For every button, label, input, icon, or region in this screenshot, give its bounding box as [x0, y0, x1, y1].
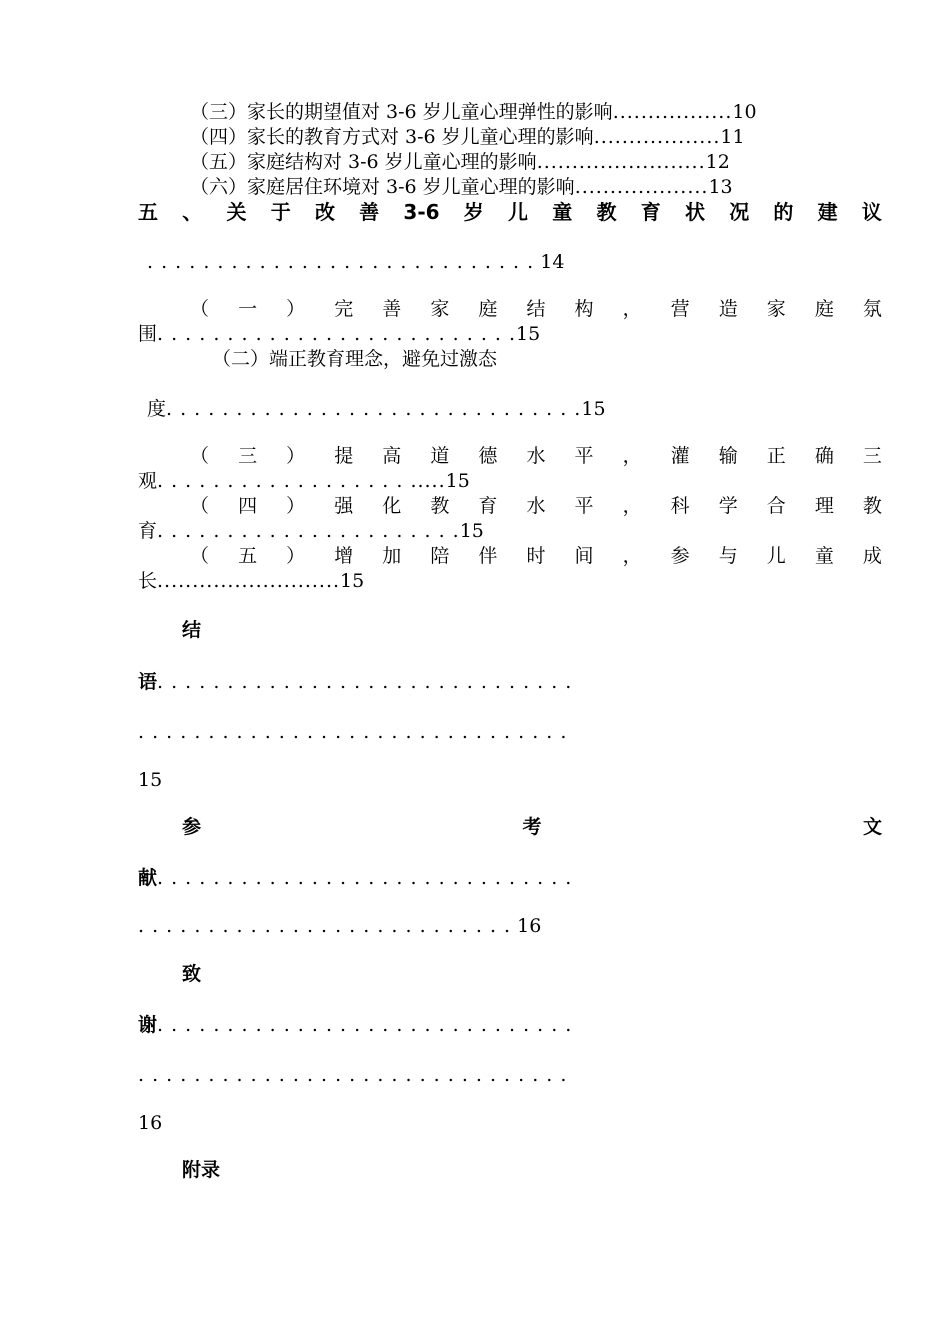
toc-entry-text: （三）家长的期望值对 3-6 岁儿童心理弹性的影响 [190, 101, 613, 123]
toc-heading-char: 营 [670, 298, 690, 320]
toc-page-number: 15 [581, 398, 606, 420]
toc-heading-char: ， [622, 545, 642, 567]
toc-heading-char: 于 [270, 200, 291, 224]
toc-heading-char: 三 [862, 445, 882, 467]
toc-heading-char: 教 [596, 200, 617, 224]
toc-leader-dots: . . . . . . . . . . . . . . . . . . . . . . . . . . . . . . [157, 867, 573, 889]
toc-heading-char: 水 [526, 445, 546, 467]
toc-section-5-3-tail [138, 469, 470, 493]
toc-chapter-5-title[interactable] [138, 200, 882, 224]
toc-heading-char: 庭 [478, 298, 498, 320]
toc-heading-char: 结 [526, 298, 546, 320]
toc-heading-char: 学 [718, 495, 738, 517]
toc-entry-tail: 献 [138, 867, 158, 889]
toc-heading-char: 正 [766, 445, 786, 467]
toc-heading-char: 间 [574, 545, 594, 567]
toc-section-5-5-tail [138, 569, 364, 593]
toc-section-5-1[interactable] [190, 297, 882, 321]
toc-heading-char: 增 [334, 545, 354, 567]
toc-entry-tail: 育 [138, 520, 158, 542]
toc-heading-char: 灌 [670, 445, 690, 467]
toc-heading-char: 建 [817, 200, 838, 224]
toc-heading-char: 五 [138, 200, 158, 224]
toc-heading-char: 伴 [478, 545, 498, 567]
toc-chapter-5-leader [147, 250, 564, 274]
toc-heading-char: 道 [430, 445, 450, 467]
toc-heading-char: 加 [382, 545, 402, 567]
toc-leader-dots: ........................ [536, 151, 706, 173]
toc-heading-char: 提 [334, 445, 354, 467]
toc-leader-dots: ................. [612, 101, 733, 123]
toc-entry-3[interactable] [190, 100, 757, 124]
toc-entry-4[interactable] [190, 125, 745, 149]
toc-page-number: 15 [138, 769, 163, 791]
toc-thanks-first[interactable]: 致 [182, 963, 202, 985]
toc-heading-char: 善 [382, 298, 402, 320]
toc-page-number: 13 [708, 176, 733, 198]
toc-heading-char: 高 [382, 445, 402, 467]
toc-heading-char: 参 [182, 816, 202, 838]
toc-heading-char: 完 [334, 298, 354, 320]
toc-heading-char: 童 [814, 545, 834, 567]
toc-heading-char: （ [190, 545, 210, 567]
toc-thanks-line [138, 1013, 572, 1037]
toc-heading-char: 化 [382, 495, 402, 517]
toc-references-first[interactable] [182, 815, 882, 839]
toc-entry-5[interactable] [190, 150, 730, 174]
toc-heading-char: 教 [430, 495, 450, 517]
toc-heading-char: 考 [522, 816, 542, 838]
toc-leader-dots: . . . . . . . . . . . . . . . . . . . . . . . . . . . . . . . [138, 1064, 568, 1086]
toc-heading-char: 、 [182, 200, 203, 224]
toc-page-number: 14 [540, 251, 565, 273]
toc-section-5-2[interactable] [212, 347, 497, 371]
toc-entry-tail: 长 [138, 570, 158, 592]
toc-leader-dots: ................... [574, 176, 709, 198]
toc-leader-dots: . . . . . . . . . . . . . . . . . . . . . . . . . . . . . . [166, 398, 582, 420]
toc-entry-text: （四）家长的教育方式对 3-6 岁儿童心理的影响 [190, 126, 594, 148]
toc-conclusion-line [138, 670, 572, 694]
toc-page-number: 15 [459, 520, 484, 542]
toc-heading-char: ） [286, 298, 306, 320]
toc-heading-char: 四 [238, 495, 258, 517]
toc-heading-char: 儿 [508, 200, 529, 224]
toc-heading-char: 况 [729, 200, 750, 224]
toc-heading-char: 陪 [430, 545, 450, 567]
toc-heading-char: 输 [718, 445, 738, 467]
toc-leader-dots: . . . . . . . . . . . . . . . . . . . . . . . . . . . . . . . [138, 721, 568, 743]
toc-heading-char: 科 [670, 495, 690, 517]
toc-heading-char: 教 [862, 495, 882, 517]
toc-heading-char: 状 [684, 200, 705, 224]
toc-heading-char: 水 [526, 495, 546, 517]
toc-heading-char: 育 [640, 200, 661, 224]
toc-heading-char: ， [622, 495, 642, 517]
toc-leader-dots: .......................... [157, 570, 341, 592]
toc-section-5-3[interactable] [190, 444, 882, 468]
toc-entry-tail: 观 [138, 470, 158, 492]
toc-leader-dots: . . . . . . . . . . . . . . . . . . ..... [157, 470, 446, 492]
toc-heading-char: 参 [670, 545, 690, 567]
toc-page-number: 10 [732, 101, 757, 123]
toc-heading-char: 理 [814, 495, 834, 517]
toc-page-number: 12 [705, 151, 730, 173]
toc-heading-char: ， [622, 445, 642, 467]
toc-entry-tail: 围 [138, 323, 158, 345]
toc-heading-char: 岁 [463, 200, 484, 224]
toc-entry-text: （六）家庭居住环境对 3-6 岁儿童心理的影响 [190, 176, 575, 198]
toc-page-number: 15 [516, 323, 541, 345]
toc-entry-tail: 语 [138, 671, 158, 693]
toc-leader-dots: . . . . . . . . . . . . . . . . . . . . . . . . . . [157, 323, 517, 345]
toc-heading-char: 合 [766, 495, 786, 517]
toc-appendix[interactable]: 附录 [182, 1159, 221, 1181]
toc-heading-char: （ [190, 495, 210, 517]
toc-heading-char: 改 [314, 200, 335, 224]
toc-leader-dots: . . . . . . . . . . . . . . . . . . . . . . . . . . . . [147, 251, 535, 273]
toc-heading-char: 构 [574, 298, 594, 320]
toc-entry-tail: 谢 [138, 1014, 158, 1036]
toc-heading-char: 一 [238, 298, 258, 320]
toc-section-5-4-tail [138, 519, 484, 543]
toc-entry-text: （二）端正教育理念，避免过激态 [212, 348, 498, 370]
toc-heading-char: 善 [359, 200, 380, 224]
toc-heading-char: 家 [430, 298, 450, 320]
toc-heading-char: 平 [574, 445, 594, 467]
toc-heading-char: ） [286, 445, 306, 467]
toc-heading-char: 三 [238, 445, 258, 467]
toc-heading-char: 氛 [862, 298, 882, 320]
toc-heading-char: （ [190, 298, 210, 320]
toc-heading-char: 平 [574, 495, 594, 517]
toc-heading-char: 成 [862, 545, 882, 567]
toc-heading-char: （ [190, 445, 210, 467]
toc-heading-char: 3-6 [403, 200, 440, 224]
toc-leader-dots: . . . . . . . . . . . . . . . . . . . . . . [157, 520, 460, 542]
toc-page-number: 11 [720, 126, 745, 148]
toc-heading-char: 的 [773, 200, 794, 224]
toc-leader-dots: . . . . . . . . . . . . . . . . . . . . . . . . . . . [138, 915, 512, 937]
toc-references-leader [138, 914, 541, 938]
toc-page-number: 16 [517, 915, 542, 937]
toc-heading-char: 德 [478, 445, 498, 467]
toc-heading-char: 五 [238, 545, 258, 567]
toc-page-number: 15 [445, 470, 470, 492]
toc-leader-dots: .................. [593, 126, 721, 148]
toc-section-5-1-tail [138, 322, 540, 346]
toc-heading-char: 儿 [766, 545, 786, 567]
toc-heading-char: 家 [766, 298, 786, 320]
toc-conclusion-first[interactable]: 结 [182, 619, 202, 641]
toc-heading-char: 议 [861, 200, 882, 224]
toc-heading-char: 确 [814, 445, 834, 467]
toc-section-5-4[interactable] [190, 494, 882, 518]
toc-heading-char: ） [286, 545, 306, 567]
toc-entry-6[interactable] [190, 175, 733, 199]
toc-section-5-5[interactable] [190, 544, 882, 568]
toc-section-5-2-tail [147, 397, 606, 421]
toc-heading-char: ） [286, 495, 306, 517]
toc-heading-char: 童 [552, 200, 573, 224]
toc-heading-char: 与 [718, 545, 738, 567]
toc-leader-dots: . . . . . . . . . . . . . . . . . . . . . . . . . . . . . . [157, 1014, 573, 1036]
toc-entry-text: （五）家庭结构对 3-6 岁儿童心理的影响 [190, 151, 537, 173]
toc-heading-char: 文 [862, 816, 882, 838]
toc-heading-char: 关 [226, 200, 247, 224]
toc-leader-dots: . . . . . . . . . . . . . . . . . . . . . . . . . . . . . . [157, 671, 573, 693]
toc-page-number: 15 [340, 570, 365, 592]
toc-heading-char: 造 [718, 298, 738, 320]
toc-heading-char: ， [622, 298, 642, 320]
toc-heading-char: 庭 [814, 298, 834, 320]
toc-references-line [138, 866, 572, 890]
toc-page-number: 16 [138, 1112, 163, 1134]
toc-heading-char: 时 [526, 545, 546, 567]
toc-heading-char: 育 [478, 495, 498, 517]
toc-heading-char: 强 [334, 495, 354, 517]
toc-entry-tail: 度 [147, 398, 167, 420]
